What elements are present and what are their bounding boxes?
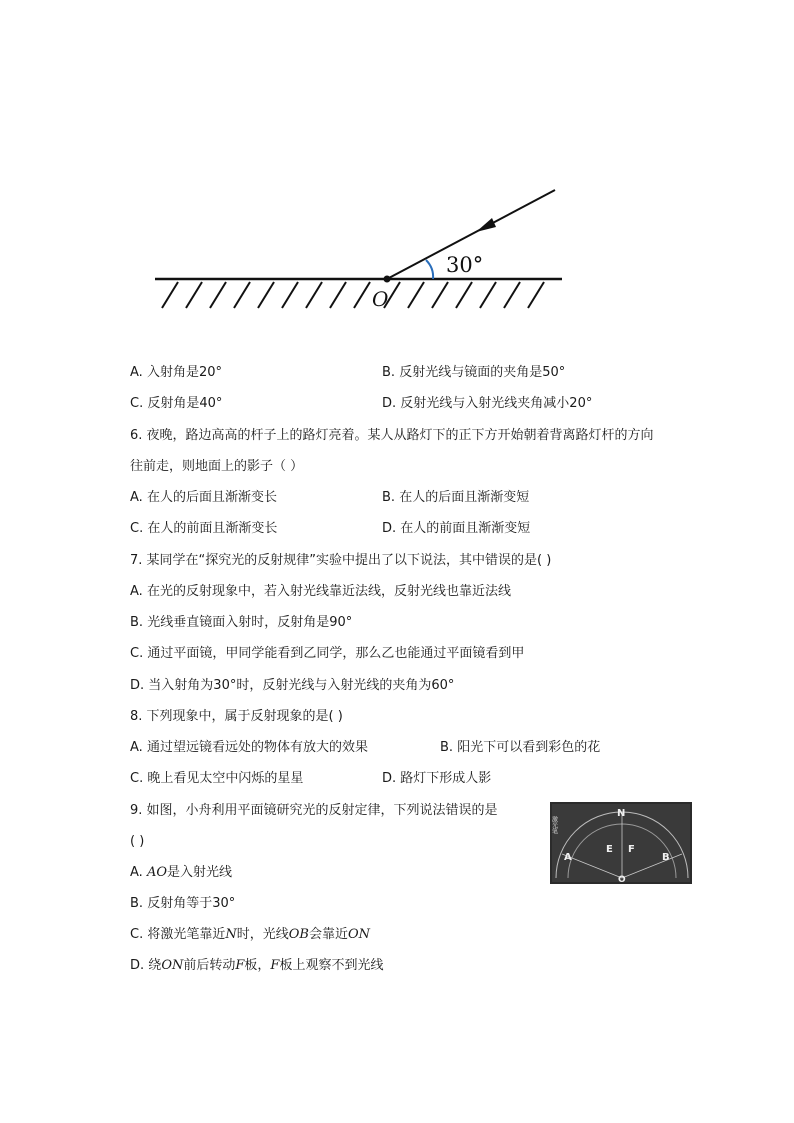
option-text: 在人的前面且渐渐变长 <box>147 521 278 536</box>
option-text: 前后转动 <box>183 958 236 973</box>
q6-option-b <box>382 489 529 507</box>
q5-option-b <box>382 364 565 382</box>
option-letter: C. <box>130 927 144 942</box>
q9-option-d <box>130 957 383 975</box>
photo-label-o: O <box>618 875 626 884</box>
option-text: 在人的后面且渐渐变长 <box>146 490 277 505</box>
option-letter: C. <box>130 771 144 786</box>
q6-option-c <box>130 520 277 538</box>
math-var: OB <box>288 927 309 942</box>
option-letter: A. <box>130 584 143 599</box>
experiment-photo <box>550 802 692 884</box>
q6-stem-line2: 往前走，则地面上的影子（ ） <box>130 459 304 474</box>
q6-option-a <box>130 489 277 507</box>
option-letter: B. <box>382 365 396 380</box>
option-letter: D. <box>382 521 397 536</box>
option-text: 通过平面镜，甲同学能看到乙同学，那么乙也能通过平面镜看到甲 <box>147 646 525 661</box>
q7-option-c <box>130 645 524 663</box>
math-var: F <box>235 958 245 973</box>
option-letter: D. <box>130 958 145 973</box>
reflection-figure <box>150 180 570 320</box>
photo-label-f: F <box>628 844 635 855</box>
q8-option-a <box>130 739 368 757</box>
option-text: 入射角是20° <box>146 365 222 380</box>
option-letter: D. <box>382 771 397 786</box>
option-text: 路灯下形成人影 <box>400 771 492 786</box>
q7-option-a <box>130 583 511 601</box>
q5-option-a <box>130 364 222 382</box>
q9-option-c <box>130 926 370 944</box>
option-text: 板， <box>244 958 271 973</box>
option-letter: B. <box>440 740 454 755</box>
option-letter: C. <box>130 396 144 411</box>
option-letter: D. <box>130 678 145 693</box>
q8-stem: 8. 下列现象中，属于反射现象的是( ) <box>130 709 343 724</box>
q5-option-c <box>130 395 222 413</box>
photo-label-e: E <box>606 844 613 855</box>
angle-arc <box>426 260 433 279</box>
option-text: 反射角是40° <box>147 396 223 411</box>
option-letter: B. <box>130 615 144 630</box>
mirror-hatching <box>162 282 544 308</box>
option-text: 将激光笔靠近 <box>147 927 226 942</box>
q7-option-d <box>130 677 454 695</box>
math-var: N <box>225 927 237 942</box>
option-text: 时，光线 <box>236 927 289 942</box>
option-text: 在人的后面且渐渐变短 <box>399 490 530 505</box>
option-letter: C. <box>130 521 144 536</box>
option-text: 在光的反射现象中，若入射光线靠近法线，反射光线也靠近法线 <box>146 584 511 599</box>
q9-stem-line1: 9. 如图，小舟利用平面镜研究光的反射定律，下列说法错误的是 <box>130 803 498 818</box>
option-letter: C. <box>130 646 144 661</box>
q8-option-b <box>440 739 600 757</box>
option-text: 反射角等于30° <box>147 896 236 911</box>
option-text: 会靠近 <box>308 927 348 942</box>
math-var: ON <box>161 958 184 973</box>
point-o-dot <box>384 276 391 283</box>
point-o-label: O <box>372 287 389 311</box>
photo-label-b: B <box>662 852 670 863</box>
option-text: 是入射光线 <box>166 865 232 880</box>
option-text: 反射光线与入射光线夹角减小20° <box>400 396 593 411</box>
photo-label-n: N <box>617 808 626 819</box>
option-letter: B. <box>130 896 144 911</box>
option-text: 晚上看见太空中闪烁的星星 <box>147 771 304 786</box>
option-text: 通过望远镜看远处的物体有放大的效果 <box>146 740 368 755</box>
q7-option-b <box>130 614 352 632</box>
option-letter: A. <box>130 365 143 380</box>
option-text: 当入射角为30°时，反射光线与入射光线的夹角为60° <box>148 678 455 693</box>
option-letter: A. <box>130 865 143 880</box>
photo-label-a: A <box>564 852 572 863</box>
ray-arrow-icon <box>476 218 496 232</box>
option-text: 板上观察不到光线 <box>279 958 384 973</box>
option-text: 反射光线与镜面的夹角是50° <box>399 365 566 380</box>
q8-option-c <box>130 770 303 788</box>
option-letter: A. <box>130 740 143 755</box>
math-var: F <box>270 958 280 973</box>
option-letter: A. <box>130 490 143 505</box>
option-text: 绕 <box>148 958 162 973</box>
q6-stem-line1: 6. 夜晚，路边高高的杆子上的路灯亮着。某人从路灯下的正下方开始朝着背离路灯杆的方向 <box>130 428 654 443</box>
math-var: AO <box>146 865 167 880</box>
option-letter: D. <box>382 396 397 411</box>
math-var: ON <box>348 927 371 942</box>
q6-option-d <box>382 520 530 538</box>
option-letter: B. <box>382 490 396 505</box>
q5-option-d <box>382 395 592 413</box>
q9-option-b <box>130 895 235 913</box>
option-text: 光线垂直镜面入射时，反射角是90° <box>147 615 353 630</box>
angle-label: 30° <box>446 253 484 277</box>
option-text: 阳光下可以看到彩色的花 <box>457 740 601 755</box>
q9-stem-line2: ( ) <box>130 834 145 849</box>
q8-option-d <box>382 770 491 788</box>
option-text: 在人的前面且渐渐变短 <box>400 521 531 536</box>
q9-option-a <box>130 864 232 882</box>
photo-label-laser: 激光笔 <box>550 816 558 834</box>
q7-stem: 7. 某同学在“探究光的反射规律”实验中提出了以下说法，其中错误的是( ) <box>130 553 552 568</box>
